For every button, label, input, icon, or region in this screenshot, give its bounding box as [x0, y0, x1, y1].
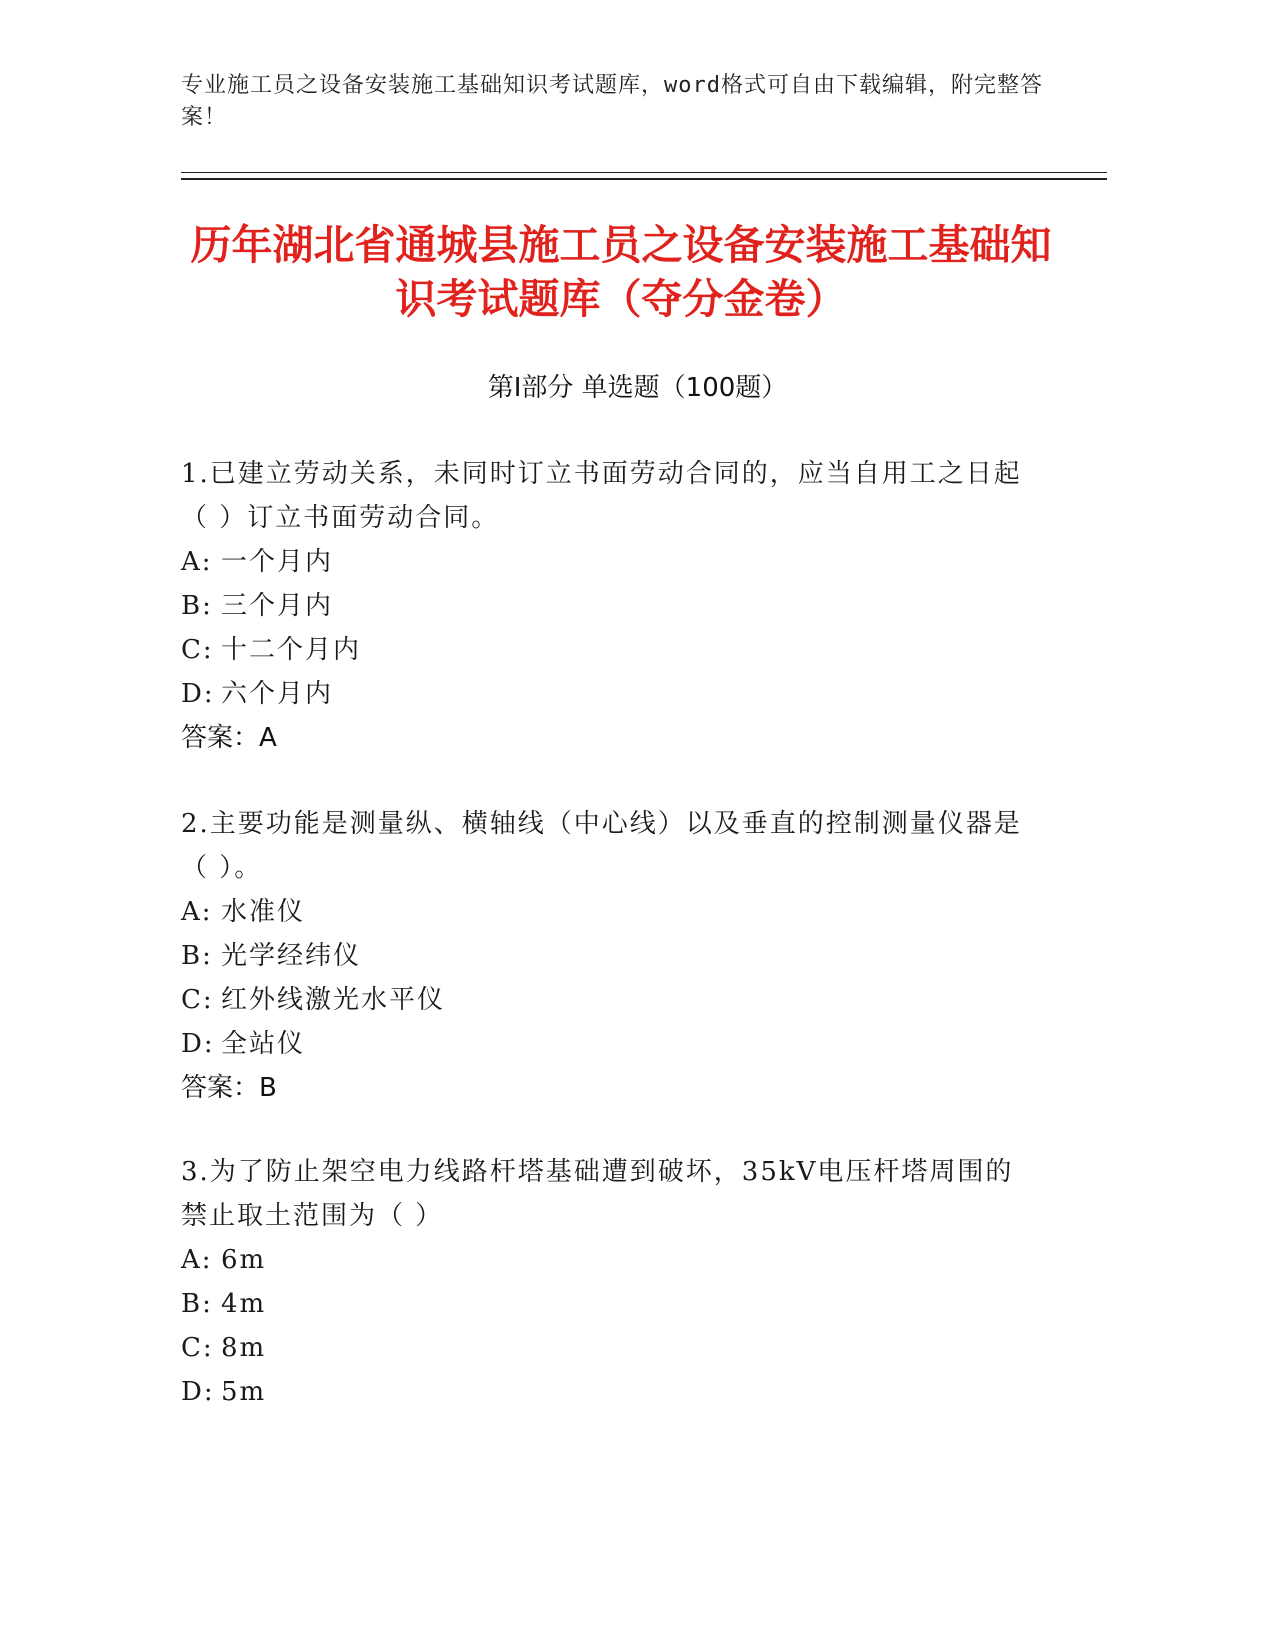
option-a [181, 540, 1041, 584]
option-b [181, 584, 1041, 628]
option-key: A: [181, 547, 213, 577]
option-text: 三个月内 [221, 591, 334, 621]
option-key: C: [181, 985, 214, 1015]
option-text: 光学经纬仪 [221, 941, 362, 971]
question-3 [181, 1150, 1041, 1414]
question-stem: 2.主要功能是测量纵、横轴线（中心线）以及垂直的控制测量仪器是（ ）。 [181, 809, 1022, 883]
question-stem: 3.为了防止架空电力线路杆塔基础遭到破坏，35kV电压杆塔周围的禁止取土范围为（ ） [181, 1157, 1014, 1231]
option-key: D: [181, 1377, 215, 1407]
option-text: 5m [221, 1377, 267, 1407]
option-key: A: [181, 1245, 213, 1275]
option-c [181, 1326, 1041, 1370]
header-divider-thick [181, 178, 1107, 180]
option-key: A: [181, 897, 213, 927]
option-text: 红外线激光水平仪 [221, 985, 446, 1015]
option-text: 4m [221, 1289, 267, 1319]
option-key: B: [181, 591, 213, 621]
option-text: 一个月内 [221, 547, 334, 577]
header-divider-thin [181, 172, 1107, 173]
question-2 [181, 802, 1041, 1110]
option-a [181, 1238, 1041, 1282]
option-d [181, 672, 1041, 716]
option-b [181, 934, 1041, 978]
option-key: C: [181, 1333, 214, 1363]
option-key: D: [181, 679, 215, 709]
section-heading: 第I部分 单选题（100题） [487, 373, 788, 403]
option-key: B: [181, 1289, 213, 1319]
answer-line: 答案：B [181, 1073, 277, 1103]
option-a [181, 890, 1041, 934]
option-d [181, 1370, 1041, 1414]
option-c [181, 978, 1041, 1022]
option-text: 8m [221, 1333, 267, 1363]
option-text: 十二个月内 [221, 635, 362, 665]
document-title: 历年湖北省通城县施工员之设备安装施工基础知识考试题库（夺分金卷） [190, 221, 1052, 323]
option-text: 水准仪 [221, 897, 306, 927]
option-text: 6m [221, 1245, 267, 1275]
answer-line: 答案：A [181, 723, 277, 753]
option-text: 全站仪 [221, 1029, 306, 1059]
option-c [181, 628, 1041, 672]
option-key: C: [181, 635, 214, 665]
option-key: D: [181, 1029, 215, 1059]
option-b [181, 1282, 1041, 1326]
header-note: 专业施工员之设备安装施工基础知识考试题库，word格式可自由下载编辑，附完整答案！ [181, 73, 1043, 130]
option-key: B: [181, 941, 213, 971]
question-1 [181, 452, 1041, 760]
option-text: 六个月内 [221, 679, 334, 709]
option-d [181, 1022, 1041, 1066]
question-stem: 1.已建立劳动关系，未同时订立书面劳动合同的，应当自用工之日起（ ）订立书面劳动合同。 [181, 459, 1022, 533]
